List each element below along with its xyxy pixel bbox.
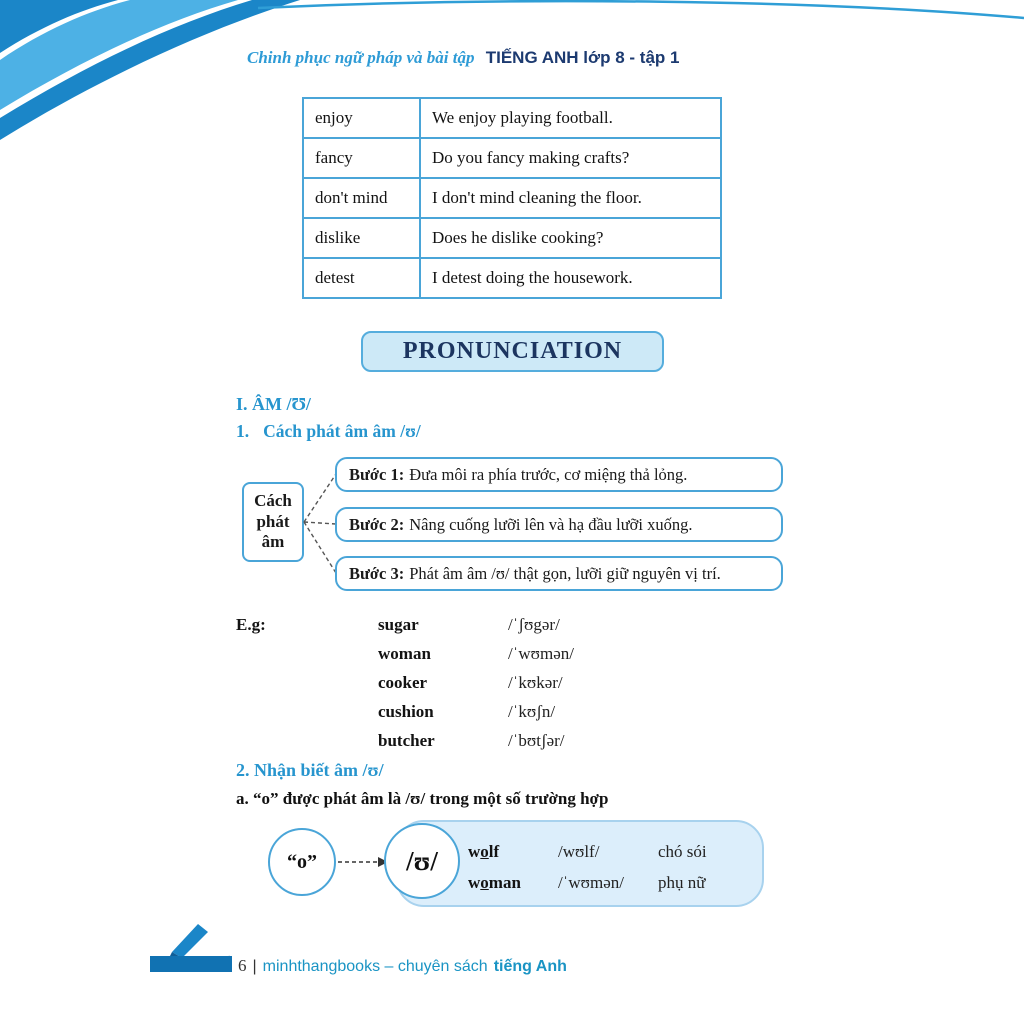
verb-cell: dislike <box>303 218 420 258</box>
example-row <box>236 610 574 639</box>
heading-rule-a: a. “o” được phát âm là /ʊ/ trong một số trường hợp <box>236 789 609 808</box>
example-word: butcher <box>378 730 435 750</box>
step-1-label: Bước 1: <box>349 464 405 484</box>
example-row <box>236 726 574 755</box>
underlined-letter: o <box>480 872 489 892</box>
heading-sub2: 2. Nhận biết âm /ʊ/ <box>236 760 384 780</box>
example-cell: Does he dislike cooking? <box>420 218 721 258</box>
example-ipa: /ˈbʊtʃər/ <box>508 730 565 750</box>
recognition-word: woman <box>468 872 521 892</box>
eg-label: E.g: <box>236 614 266 634</box>
gerund-verbs-table <box>302 97 722 299</box>
example-cell: I detest doing the housework. <box>420 258 721 298</box>
heading-sub1 <box>236 421 421 442</box>
recognition-row <box>468 836 707 867</box>
example-cell: We enjoy playing football. <box>420 98 721 138</box>
method-label-box: Cách phát âm <box>242 482 304 562</box>
recognition-meaning: phụ nữ <box>658 872 706 892</box>
example-word: sugar <box>378 614 419 634</box>
section-title-banner: PRONUNCIATION <box>361 331 664 372</box>
dashed-connector-lines <box>302 458 338 580</box>
step-box-1 <box>335 457 783 492</box>
recognition-rows <box>468 836 707 898</box>
recognition-word: wolf <box>468 841 500 861</box>
verb-cell: detest <box>303 258 420 298</box>
step-2-label: Bước 2: <box>349 514 405 534</box>
step-box-3 <box>335 556 783 591</box>
heading-sub1-number: 1. <box>236 421 250 441</box>
recognition-row <box>468 867 707 898</box>
example-row <box>236 697 574 726</box>
example-ipa: /ˈkʊkər/ <box>508 672 563 692</box>
example-cell: Do you fancy making crafts? <box>420 138 721 178</box>
table-row <box>303 138 721 178</box>
verb-cell: enjoy <box>303 98 420 138</box>
top-arc-line <box>258 1 1024 18</box>
step-box-2 <box>335 507 783 542</box>
recognition-ipa: /wʊlf/ <box>558 841 600 861</box>
example-word: woman <box>378 643 431 663</box>
page-footer <box>238 956 567 976</box>
footer-accent-bar <box>150 956 232 972</box>
example-word: cooker <box>378 672 428 692</box>
recognition-ipa: /ˈwʊmən/ <box>558 872 624 892</box>
heading-roman-am-u: I. ÂM /Ʊ/ <box>236 394 311 414</box>
verb-cell: fancy <box>303 138 420 178</box>
letter-o-circle: “o” <box>268 828 336 896</box>
heading-sub1-title: Cách phát âm âm /ʊ/ <box>263 421 421 441</box>
table-row <box>303 178 721 218</box>
footer-imprint-bold: tiếng Anh <box>493 958 567 975</box>
example-word: cushion <box>378 701 434 721</box>
verb-cell: don't mind <box>303 178 420 218</box>
footer-separator: | <box>252 958 257 975</box>
example-ipa: /ˈkʊʃn/ <box>508 701 556 721</box>
example-cell: I don't mind cleaning the floor. <box>420 178 721 218</box>
table-row <box>303 258 721 298</box>
example-row <box>236 639 574 668</box>
example-ipa: /ˈʃʊgər/ <box>508 614 560 634</box>
step-3-label: Bước 3: <box>349 563 405 583</box>
step-1-text: Đưa môi ra phía trước, cơ miệng thả lỏng. <box>409 464 688 484</box>
underlined-letter: o <box>480 841 489 861</box>
step-3-text: Phát âm âm /ʊ/ thật gọn, lưỡi giữ nguyên vị trí. <box>409 563 721 583</box>
page-header <box>247 48 679 68</box>
header-book-title: TIẾNG ANH lớp 8 - tập 1 <box>485 48 680 67</box>
ipa-u-circle: /ʊ/ <box>384 823 460 899</box>
table-row <box>303 218 721 258</box>
table-row <box>303 98 721 138</box>
recognition-meaning: chó sói <box>658 841 707 861</box>
example-ipa: /ˈwʊmən/ <box>508 643 574 663</box>
dashed-arrow <box>338 854 390 870</box>
example-row <box>236 668 574 697</box>
header-series-title: Chinh phục ngữ pháp và bài tập <box>247 48 475 67</box>
page-number: 6 <box>238 956 247 975</box>
example-words-list <box>236 610 574 755</box>
footer-imprint: minhthangbooks – chuyên sách <box>262 958 488 975</box>
step-2-text: Nâng cuống lưỡi lên và hạ đầu lưỡi xuống. <box>409 514 693 534</box>
